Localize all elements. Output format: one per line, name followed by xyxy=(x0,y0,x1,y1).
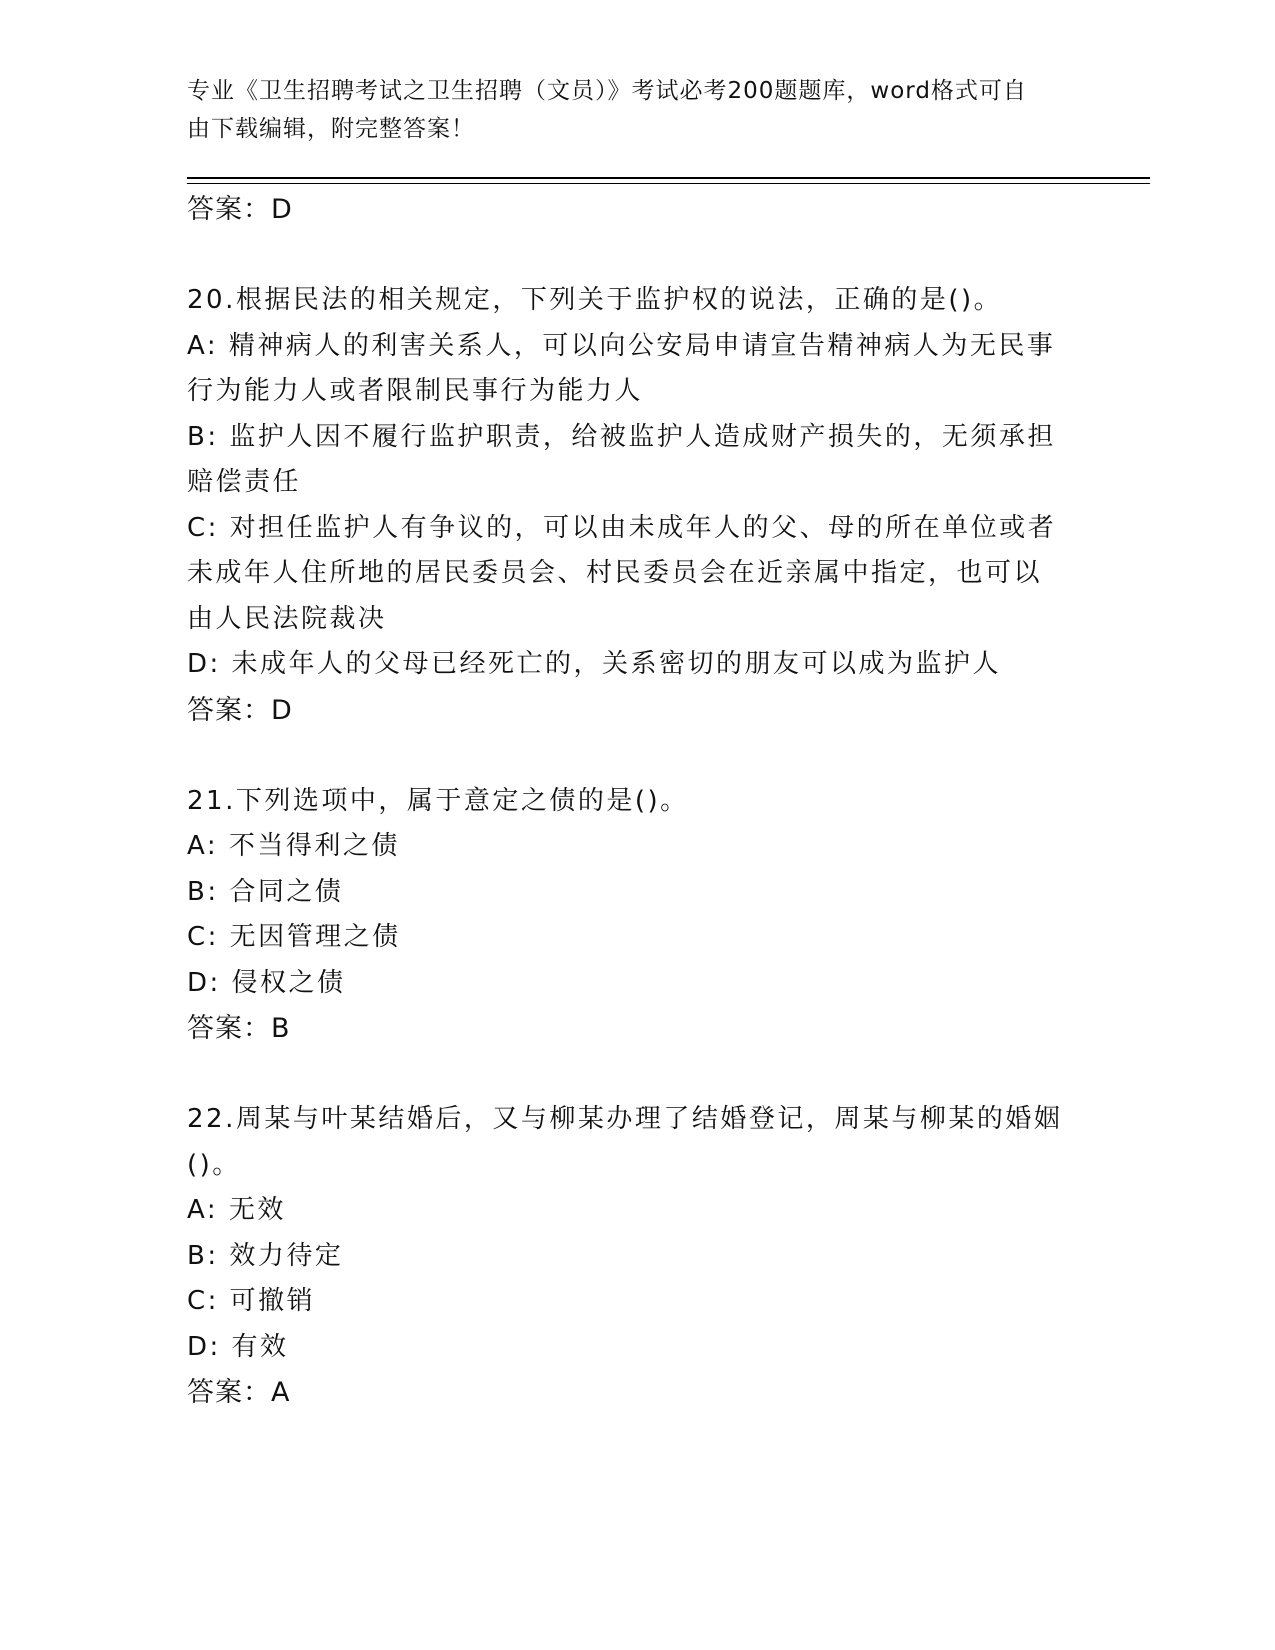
header-line-2: 由下载编辑，附完整答案！ xyxy=(187,116,475,142)
option-c-cont: 未成年人住所地的居民委员会、村民委员会在近亲属中指定，也可以 xyxy=(187,558,1043,588)
spacer xyxy=(187,233,1087,279)
header-rule-thin xyxy=(187,183,1150,184)
answer: 答案：D xyxy=(187,694,293,726)
question-text: 21.下列选项中，属于意定之债的是()。 xyxy=(187,785,689,816)
option-c-cont-2: 由人民法院裁决 xyxy=(187,603,387,634)
question-text-cont: ()。 xyxy=(187,1149,241,1180)
question-block-20 xyxy=(187,278,1087,733)
question-text: 20.根据民法的相关规定，下列关于监护权的说法，正确的是()。 xyxy=(187,285,1003,315)
option-d: D: 侵权之债 xyxy=(187,967,346,998)
document-header xyxy=(187,72,1067,148)
option-c: C: 可撤销 xyxy=(187,1286,316,1316)
option-d: D: 未成年人的父母已经死亡的，关系密切的朋友可以成为监护人 xyxy=(187,649,1002,679)
question-text: 22.周某与叶某结婚后，又与柳某办理了结婚登记，周某与柳某的婚姻 xyxy=(187,1104,1063,1134)
document-body xyxy=(187,187,1087,1416)
answer: 答案：B xyxy=(187,1013,291,1044)
option-a: A: 无效 xyxy=(187,1195,286,1225)
spacer xyxy=(187,1052,1087,1098)
question-block-21 xyxy=(187,779,1087,1052)
question-block-22 xyxy=(187,1097,1087,1416)
option-b: B: 监护人因不履行监护职责，给被监护人造成财产损失的，无须承担 xyxy=(187,421,1056,452)
spacer xyxy=(187,733,1087,779)
header-line-1: 专业《卫生招聘考试之卫生招聘（文员）》考试必考200题题库，word格式可自 xyxy=(187,78,1027,104)
option-a: A: 精神病人的利害关系人，可以向公安局申请宣告精神病人为无民事 xyxy=(187,330,1056,361)
option-b-cont: 赔偿责任 xyxy=(187,467,302,497)
option-b: B: 效力待定 xyxy=(187,1240,344,1271)
header-rule-thick xyxy=(187,177,1150,179)
option-a-cont: 行为能力人或者限制民事行为能力人 xyxy=(187,376,644,406)
previous-answer: 答案：D xyxy=(187,194,293,225)
option-c: C: 无因管理之债 xyxy=(187,922,401,952)
option-d: D: 有效 xyxy=(187,1331,289,1362)
option-b: B: 合同之债 xyxy=(187,876,344,907)
answer: 答案：A xyxy=(187,1377,291,1408)
option-c: C: 对担任监护人有争议的，可以由未成年人的父、母的所在单位或者 xyxy=(187,512,1057,543)
option-a: A: 不当得利之债 xyxy=(187,831,400,861)
